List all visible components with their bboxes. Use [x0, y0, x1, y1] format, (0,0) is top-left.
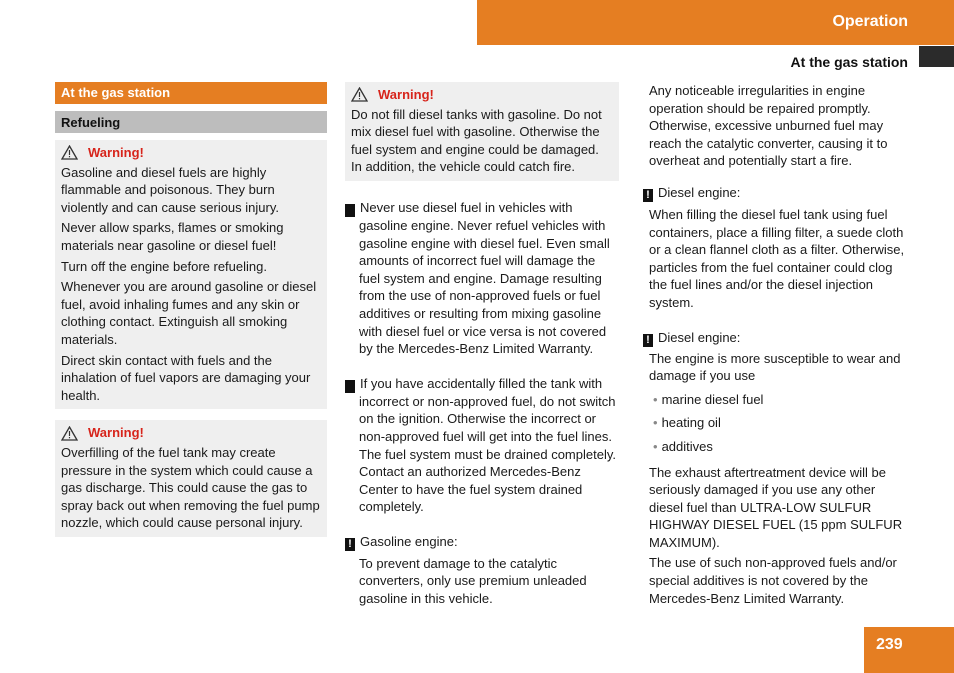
warning-header [351, 86, 613, 104]
warning-label: Warning! [88, 145, 144, 160]
warning-triangle-icon [61, 426, 78, 441]
section-title: Operation [832, 13, 908, 30]
body-text: The use of such non-approved fuels and/or special additives is not covered by the Mercedes-Benz Limited Warranty. [649, 555, 897, 606]
bullet-list [643, 391, 911, 456]
warning-box [55, 420, 327, 537]
note [341, 375, 619, 516]
caution-icon: ! [643, 189, 653, 202]
column-2 [341, 82, 619, 608]
section-header [477, 0, 954, 45]
list-item: • additives [653, 438, 911, 456]
note-text: Never use diesel fuel in vehicles with gasoline engine. Never refuel vehicles with gasoline engine with diesel fuel. Even small amounts of incorrect fuel will damage the fuel system and engine. Damage resulting from the use of non-approved fuels or fuel additives or resulting from mixing gasoline with diesel fuel or vice versa is not covered by the Mercedes-Benz Limited Warranty. [359, 199, 610, 357]
warning-text: Overfilling of the fuel tank may create pressure in the system which could cause a gas discharge. This could cause the gas to spray back out when removing the fuel pump nozzle, which could cause personal injury. [61, 444, 320, 531]
note-text: To prevent damage to the catalytic converters, only use premium unleaded gasoline in this vehicle. [359, 555, 587, 607]
note [643, 184, 911, 312]
note-text: The engine is more susceptible to wear and damage if you use [649, 350, 901, 384]
note-text: If you have accidentally filled the tank with incorrect or non-approved fuel, do not switch on the ignition. Otherwise the incorrect or non-approved fuel will get into the fuel lines. The fuel system must be drained completely. Contact an authorized Mercedes-Benz Center to have the fuel system drained completely. [359, 375, 616, 515]
page-number: 239 [864, 627, 954, 673]
warning-box [55, 140, 327, 409]
caution-icon: ! [345, 204, 355, 217]
thumb-tab [919, 46, 954, 67]
warning-label: Warning! [88, 425, 144, 441]
column-1 [55, 82, 327, 537]
list-item: • marine diesel fuel [653, 391, 911, 409]
note-title: Diesel engine: [658, 329, 741, 345]
note [643, 329, 911, 456]
caution-icon: ! [643, 334, 653, 347]
subsection-title: At the gas station [790, 54, 908, 70]
subtopic-bar: Refueling [55, 111, 327, 133]
warning-triangle-icon [61, 145, 78, 160]
warning-text: Turn off the engine before refueling. [61, 258, 267, 274]
note [341, 199, 619, 358]
warning-label: Warning! [378, 87, 434, 102]
warning-text: Direct skin contact with fuels and the inhalation of fuel vapors are damaging your health. [61, 352, 311, 403]
warning-text: Never allow sparks, flames or smoking materials near gasoline or diesel fuel! [61, 220, 284, 253]
note-title: Gasoline engine: [360, 533, 458, 549]
warning-text: Gasoline and diesel fuels are highly flammable and poisonous. They burn violently and can cause serious injury. [61, 164, 279, 215]
body-text: The exhaust aftertreatment device will be seriously damaged if you use any other diesel fuel than ULTRA-LOW SULFUR HIGHWAY DIESEL FUEL (15 ppm SULFUR MAXIMUM). [649, 464, 903, 550]
caution-icon: ! [345, 380, 355, 393]
warning-box [345, 82, 619, 181]
warning-text: Whenever you are around gasoline or diesel fuel, avoid inhaling fumes and any skin or clothing contact. Extinguish all smoking materials. [61, 279, 317, 347]
topic-bar: At the gas station [55, 82, 327, 104]
column-3 [643, 82, 911, 610]
list-item: • heating oil [653, 414, 911, 432]
note-text: When filling the diesel fuel tank using fuel containers, place a filling filter, a suede cloth or a clean flannel cloth as a filter. Otherwise, particles from the fuel container could clog the fuel lines and/or the diesel injection system. [649, 206, 905, 310]
warning-triangle-icon [351, 87, 368, 102]
warning-header [61, 144, 321, 162]
note-title: Diesel engine: [658, 184, 741, 200]
note [345, 533, 619, 608]
intro-text: Any noticeable irregularities in engine operation should be repaired promptly. Otherwise, excessive unburned fuel may reach the catalytic converter, causing it to overheat and potentially start a fire. [649, 83, 888, 169]
caution-icon: ! [345, 538, 355, 551]
warning-text: Do not fill diesel tanks with gasoline. Do not mix diesel fuel with gasoline. Otherwise the fuel system and engine could be damaged. In addition, the vehicle could catch fire. [351, 106, 602, 175]
warning-header [61, 424, 321, 442]
